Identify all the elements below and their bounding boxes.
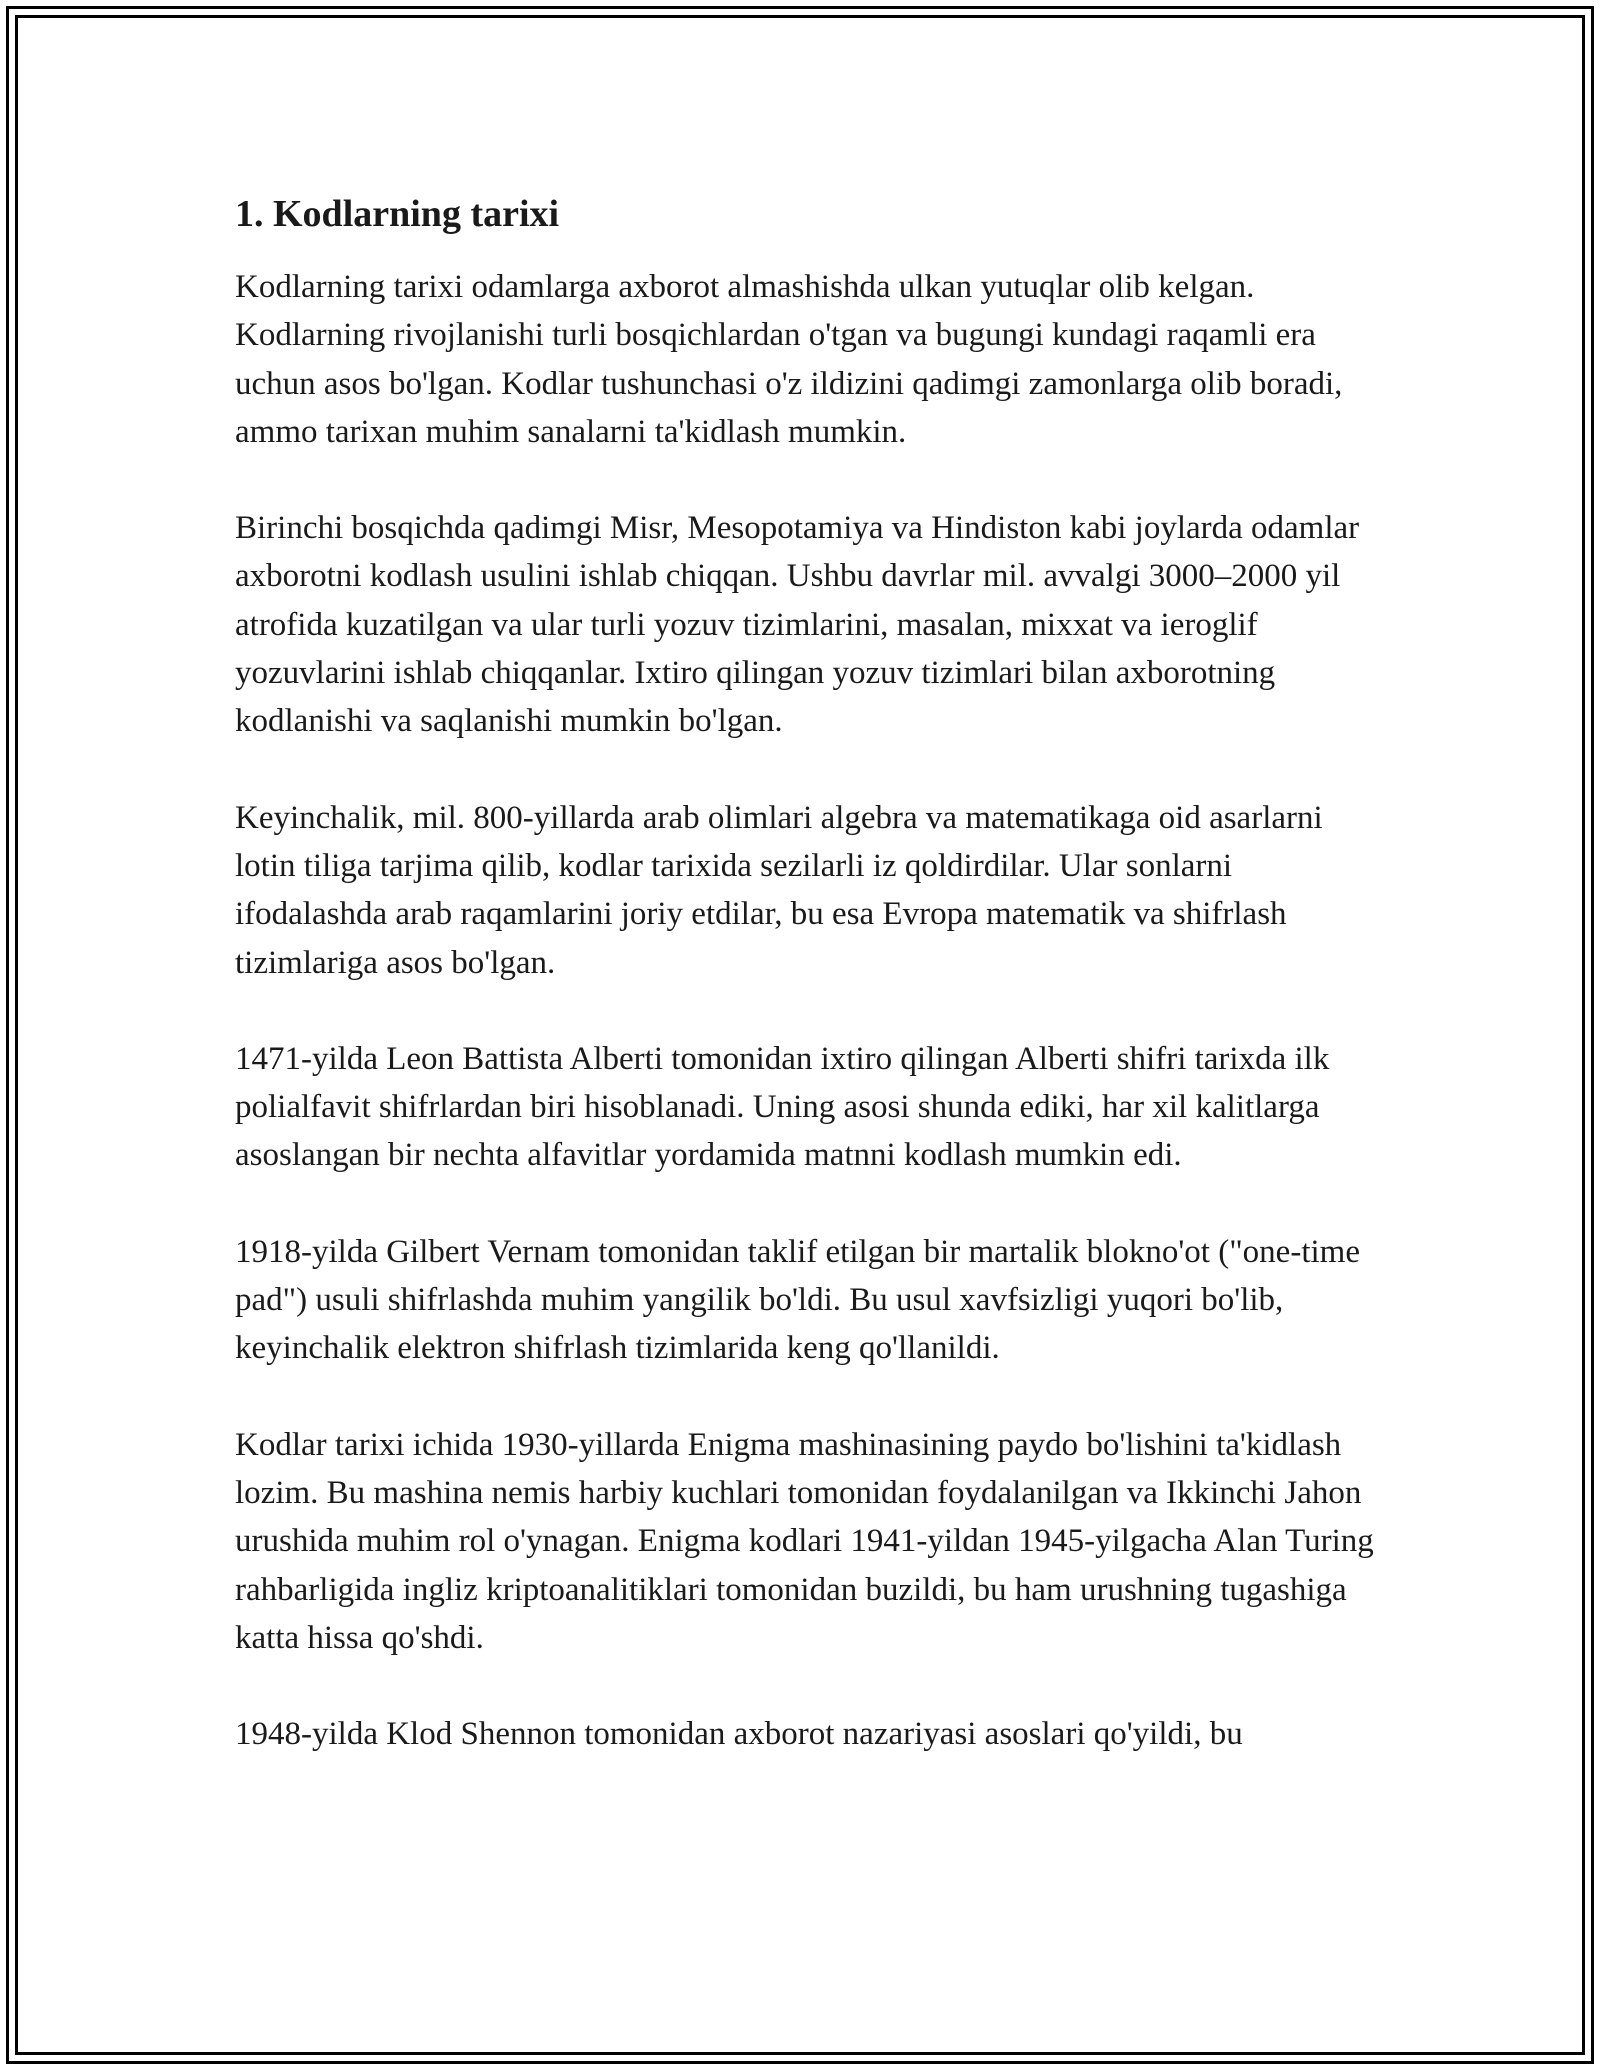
paragraph-arab-scholars: Keyinchalik, mil. 800-yillarda arab olimlari algebra va matematikaga oid asarlarni lotin tiliga tarjima qilib, kodlar tarixida sezilarli iz qoldirdilar. Ular sonlarni ifodalashda arab raqamlarini joriy etdilar, bu esa Evropa matematik va shifrlash tizimlariga asos bo'lgan. <box>235 799 1323 981</box>
paragraph-alberti-cipher: 1471-yilda Leon Battista Alberti tomonidan ixtiro qilingan Alberti shifri tarixda ilk polialfavit shifrlardan biri hisoblanadi. Uning asosi shunda ediki, har xil kalitlarga asoslangan bir nechta alfavitlar yordamida matnni kodlash mumkin edi. <box>235 1040 1330 1174</box>
paragraph-intro: Kodlarning tarixi odamlarga axborot almashishda ulkan yutuqlar olib kelgan. Kodlarning rivojlanishi turli bosqichlardan o'tgan va bugungi kundagi raqamli era uchun asos bo'lgan. Kodlar tushunchasi o'z ildizini qadimgi zamonlarga olib boradi, ammo tarixan muhim sanalarni ta'kidlash mumkin. <box>235 269 1343 450</box>
section-heading: 1. Kodlarning tarixi <box>235 193 560 235</box>
document-body <box>235 185 1375 1806</box>
paragraph-enigma: Kodlar tarixi ichida 1930-yillarda Enigma mashinasining paydo bo'lishini ta'kidlash lozim. Bu mashina nemis harbiy kuchlari tomonidan foydalanilgan va Ikkinchi Jahon urushida muhim rol o'ynagan. Enigma kodlari 1941-yildan 1945-yilgacha Alan Turing rahbarligida ingliz kriptoanalitiklari tomonidan buzildi, bu ham urushning tugashiga katta hissa qo'shdi. <box>235 1426 1374 1656</box>
paragraph-ancient-writing: Birinchi bosqichda qadimgi Misr, Mesopotamiya va Hindiston kabi joylarda odamlar axborotni kodlash usulini ishlab chiqqan. Ushbu davrlar mil. avvalgi 3000–2000 yil atrofida kuzatilgan va ular turli yozuv tizimlarini, masalan, mixxat va ieroglif yozuvlarini ishlab chiqqanlar. Ixtiro qilingan yozuv tizimlari bilan axborotning kodlanishi va saqlanishi mumkin bo'lgan. <box>235 510 1360 740</box>
paragraph-shannon: 1948-yilda Klod Shennon tomonidan axborot nazariyasi asoslari qo'yildi, bu <box>235 1716 1243 1753</box>
paragraph-vernam-one-time-pad: 1918-yilda Gilbert Vernam tomonidan taklif etilgan bir martalik blokno'ot ("one-time pad") usuli shifrlashda muhim yangilik bo'ldi. Bu usul xavfsizligi yuqori bo'lib, keyinchalik elektron shifrlash tizimlarida keng qo'llanildi. <box>235 1233 1360 1367</box>
